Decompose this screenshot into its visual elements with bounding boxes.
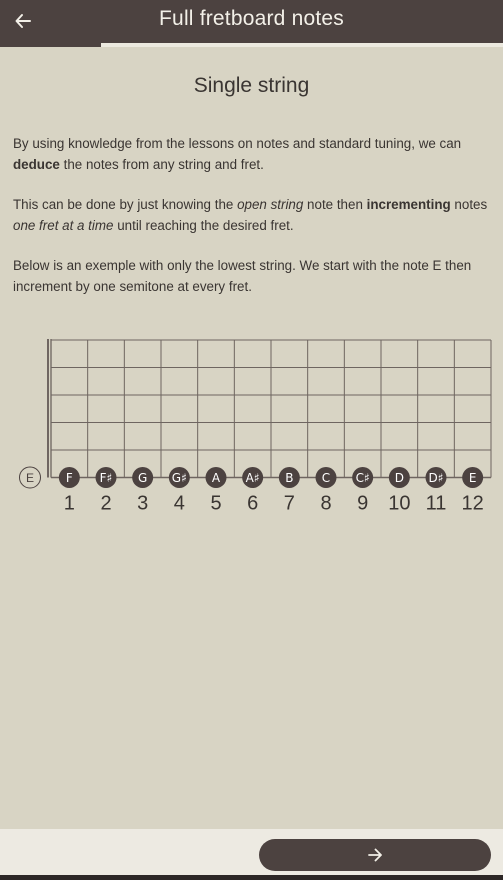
- fret-number-label: 4: [173, 492, 185, 515]
- paragraph-deduce: [13, 134, 491, 175]
- fret-number-label: 7: [283, 492, 295, 515]
- fret-number-label: 12: [461, 492, 484, 515]
- fret-number-label: 10: [388, 492, 411, 515]
- text-span: note then: [303, 197, 367, 212]
- fret-note-label: D: [394, 471, 404, 485]
- paragraph-increment: [13, 195, 491, 236]
- top-app-bar: [0, 0, 503, 43]
- fret-note-label: G: [138, 471, 148, 485]
- fret-number-label: 1: [63, 492, 75, 515]
- bold-text: incrementing: [366, 197, 451, 212]
- italic-text: one fret at a time: [13, 217, 114, 233]
- section-heading: Single string: [193, 74, 310, 97]
- page-title: Full fretboard notes: [159, 7, 344, 30]
- fret-number-label: 8: [320, 492, 332, 515]
- fret-note-label: C: [321, 471, 331, 485]
- fret-number-label: 9: [357, 492, 369, 515]
- fret-number-label: 2: [100, 492, 112, 515]
- fret-note-label: G♯: [171, 471, 187, 485]
- text-span: By using knowledge from the lessons on notes and standard tuning, we can: [13, 136, 462, 151]
- fretboard-diagram: [0, 330, 503, 530]
- fret-note-label: F: [65, 471, 73, 485]
- fret-note-label: F♯: [99, 471, 113, 485]
- progress-bar-fill: [0, 43, 101, 47]
- text-span: notes: [450, 197, 488, 212]
- fret-number-label: 11: [425, 492, 447, 515]
- next-button[interactable]: [259, 839, 491, 871]
- fret-number-label: 6: [247, 492, 259, 515]
- bottom-bar: [0, 829, 503, 875]
- fret-note-label: A: [211, 471, 221, 485]
- open-string-note-label: E: [25, 471, 35, 485]
- text-span: This can be done by just knowing the: [13, 197, 238, 212]
- fret-note-label: C♯: [355, 471, 370, 485]
- text-span: the notes from any string and fret.: [59, 156, 264, 172]
- italic-text: open string: [237, 197, 304, 212]
- fret-note-label: B: [285, 471, 294, 485]
- fret-note-label: E: [468, 471, 477, 485]
- fret-note-label: A♯: [245, 471, 260, 485]
- fret-number-label: 5: [210, 492, 222, 515]
- progress-bar: [0, 43, 503, 47]
- system-nav-bar: [0, 875, 503, 880]
- fret-number-label: 3: [137, 492, 149, 515]
- bold-text: deduce: [13, 156, 60, 172]
- text-span: until reaching the desired fret.: [113, 217, 294, 233]
- fret-note-label: D♯: [428, 471, 444, 485]
- arrow-right-icon: [367, 847, 383, 863]
- paragraph-example: Below is an exemple with only the lowest string. We start with the note E then increment by one semitone at every fret.: [13, 258, 472, 294]
